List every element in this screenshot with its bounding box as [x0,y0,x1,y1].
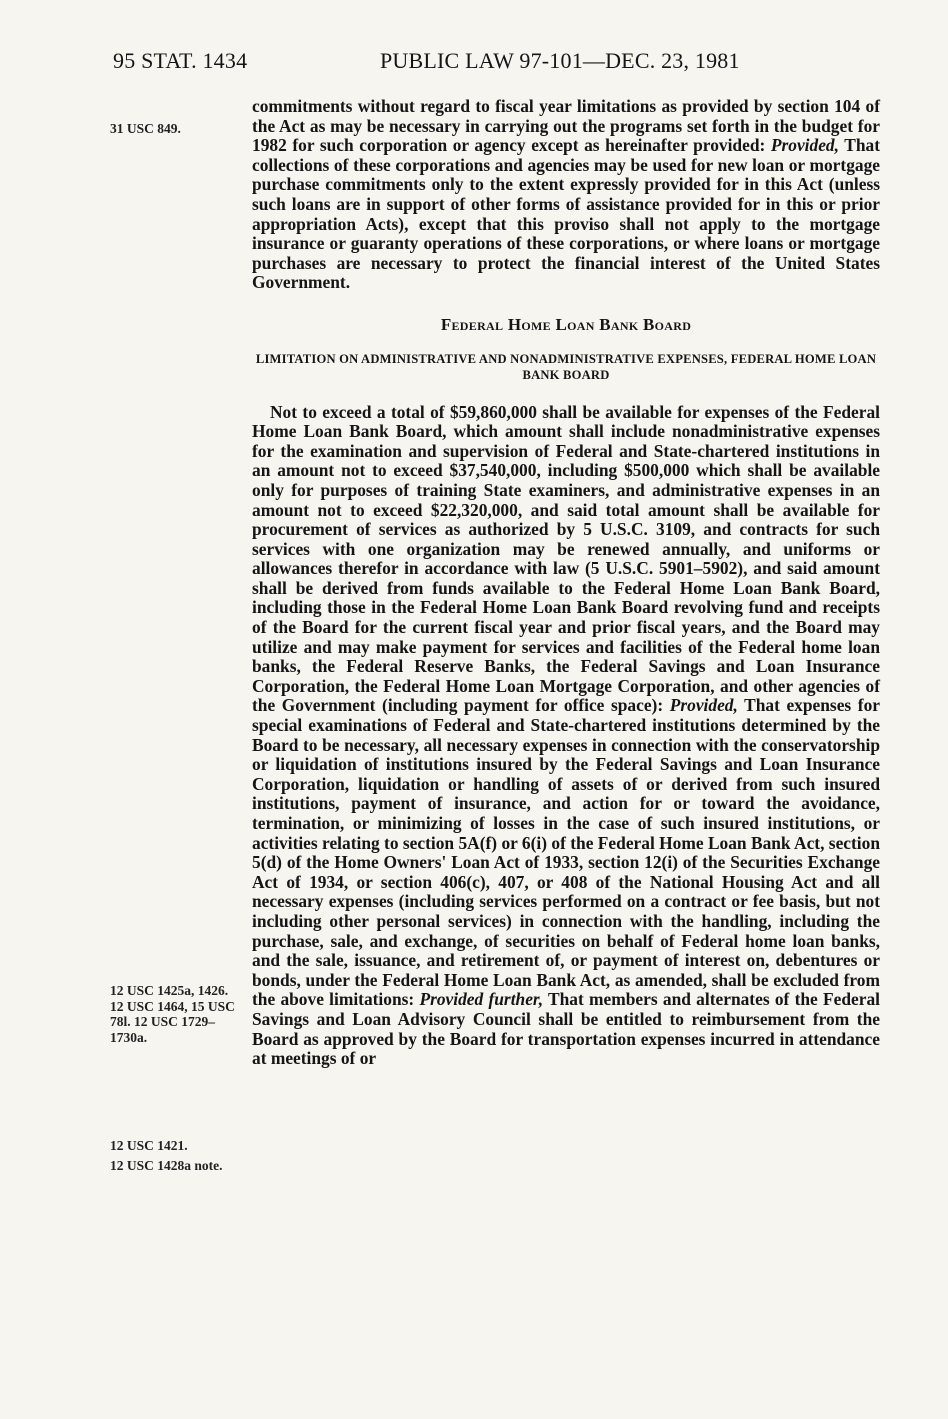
body-column [252,97,880,1069]
stat-reference: 95 STAT. 1434 [113,48,248,73]
law-title: PUBLIC LAW 97-101—DEC. 23, 1981 [380,48,740,73]
agency-heading: Federal Home Loan Bank Board [440,314,692,334]
margin-note-12-usc-1421: 12 USC 1421. [110,1138,188,1153]
proviso-1: Provided, [669,695,738,716]
proviso-word: Provided, [770,135,839,156]
opening-paragraph [252,97,880,293]
margin-note-12-usc-1425a: 12 USC 1425a, 1426. 12 USC 1464, 15 USC 78l. 12 USC 1729–1730a. [110,983,235,1045]
main-paragraph [252,403,880,1069]
margin-note-31-usc-849: 31 USC 849. [110,121,181,136]
opening-text-2: That collections of these corporations and agencies may be used for new loan or mortgage purchase commitments only to the extent expressly provided for in this Act (unless such loans are in support of other forms of assistance provided for in this or prior appropriation Acts), except that this proviso shall not apply to the mortgage insurance or guaranty operations of these corporations, or where loans or mortgage purchases are necessary to protect the financial interest of the United States Government. [252,135,880,293]
margin-note-12-usc-1428a: 12 USC 1428a note. [110,1158,223,1173]
section-heading: LIMITATION ON ADMINISTRATIVE AND NONADMINISTRATIVE EXPENSES, FEDERAL HOME LOAN BANK BOARD [255,351,877,382]
proviso-2: Provided further, [419,989,544,1010]
main-text-3: That members and alternates of the Federal Savings and Loan Advisory Council shall be entitled to reimbursement from the Board as approved by the Board for transportation expenses incurred in attendance at meetings of or [252,989,881,1069]
opening-text-1: commitments without regard to fiscal year limitations as provided by section 104 of the Act as may be necessary in carrying out the programs set forth in the budget for 1982 for such corporation or agency except as hereinafter provided: [252,96,880,156]
main-text-2: That expenses for special examinations of Federal and State-chartered institutions determined by the Board to be necessary, all necessary expenses in connection with the conservatorship or liquidation of institutions insured by the Federal Savings and Loan Insurance Corporation, liquidation or handling of assets of or derived from such insured institutions, payment of insurance, and action for or toward the avoidance, termination, or minimizing of losses in the case of such insured institutions, or activities relating to section 5A(f) or 6(i) of the Federal Home Loan Bank Act, section 5(d) of the Home Owners' Loan Act of 1933, section 12(i) of the Securities Exchange Act of 1934, or section 406(c), 407, or 408 of the National Housing Act and all necessary expenses (including services performed on a contract or fee basis, but not including other personal services) in connection with the handling, including the purchase, sale, and exchange, of securities on behalf of Federal home loan banks, and the sale, issuance, and retirement of, or payment of interest on, debentures or bonds, under the Federal Home Loan Bank Act, as amended, shall be excluded from the above limitations: [252,695,880,1010]
main-text-1: Not to exceed a total of $59,860,000 shall be available for expenses of the Federal Home Loan Bank Board, which amount shall include nonadministrative expenses for the examination and supervision of Federal and State-chartered institutions in an amount not to exceed $37,540,000, including $500,000 which shall be available only for purposes of training State examiners, and administrative expenses in an amount not to exceed $22,320,000, and said total amount shall be available for procurement of services as authorized by 5 U.S.C. 3109, and contracts for such services with one organization may be renewed annually, and uniforms or allowances therefor in accordance with law (5 U.S.C. 5901–5902), and said amount shall be derived from funds available to the Federal Home Loan Bank Board, including those in the Federal Home Loan Bank Board revolving fund and receipts of the Board for the current fiscal year and prior fiscal years, and the Board may utilize and may make payment for services and facilities of the Federal home loan banks, the Federal Reserve Banks, the Federal Savings and Loan Insurance Corporation, the Federal Home Loan Mortgage Corporation, and other agencies of the Government (including payment for office space): [252,401,880,716]
